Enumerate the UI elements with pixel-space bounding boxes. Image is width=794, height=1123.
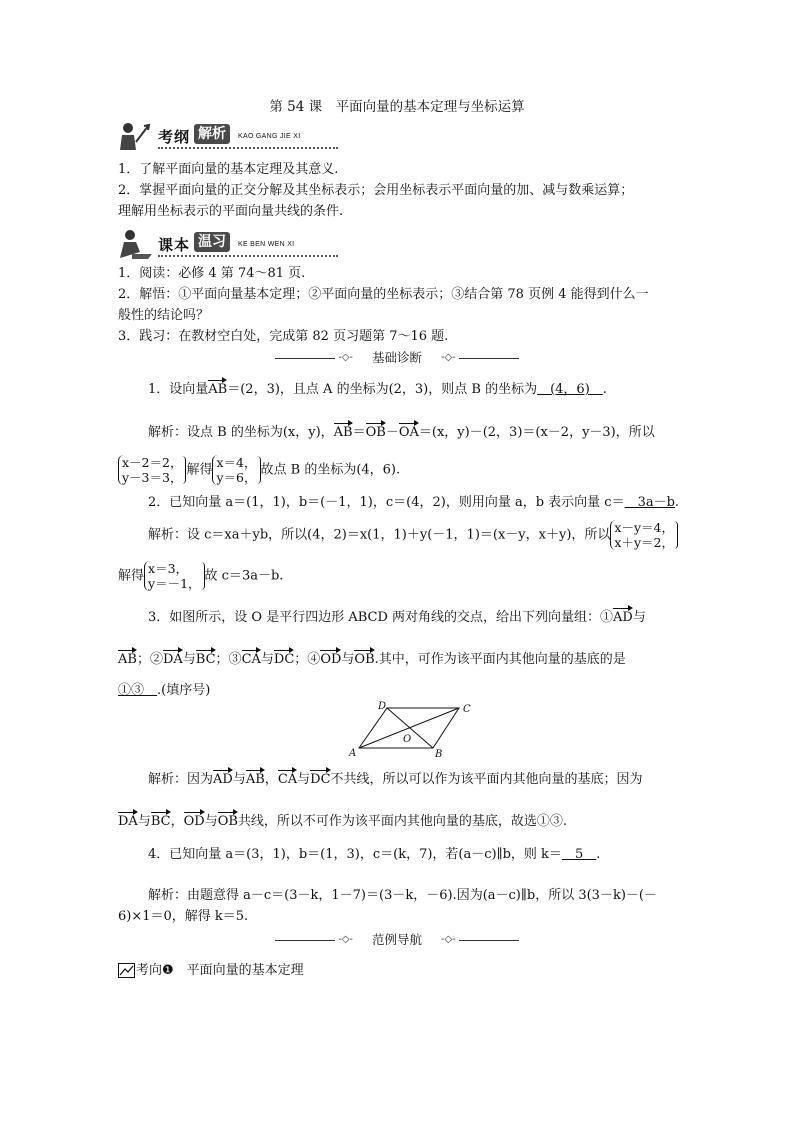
q4-solution-line1: 解析：由题意得 a－c＝(3－k，1－7)＝(3－k，－6).因为(a－c)∥b，所以 3(3－k)－(－ — [148, 888, 657, 903]
answer-3: ①③ — [118, 683, 158, 698]
kaogang-item-2: 2．掌握平面向量的正交分解及其坐标表示；会用坐标表示平面向量的加、减与数乘运算； — [118, 183, 634, 198]
section-title-examples: 范例导航 — [371, 932, 422, 947]
parallelogram-figure — [345, 700, 485, 760]
section-separator-basic: -◇- 基础诊断 -◇- — [0, 349, 794, 368]
kaogang-banner — [118, 120, 340, 156]
q3-solution-line2: DA与BC，OD与OB共线，所以不可作为该平面内其他向量的基底，故选①③. — [118, 814, 568, 829]
kaogang-item-3: 理解用坐标表示的平面向量共线的条件. — [118, 204, 344, 219]
answer-4: 5 — [561, 847, 597, 862]
keben-en: KE BEN WEN XI — [238, 241, 295, 248]
question-4: 4．已知向量 a＝(3，1)，b＝(1，3)，c＝(k，7)，若(a－c)∥b，则 k＝ 5 . — [148, 847, 601, 862]
keben-item-3: 3．践习：在教材空白处，完成第 82 页习题第 7～16 题. — [118, 329, 449, 344]
kaogang-label: 考纲 — [158, 128, 191, 146]
section-separator-examples: -◇- 范例导航 -◇- — [0, 931, 794, 950]
keben-item-2-cont: 般性的结论吗？ — [118, 308, 210, 323]
question-3-line1: 3．如图所示，设 O 是平行四边形 ABCD 两对角线的交点，给出下列向量组：①AD与 — [148, 610, 646, 625]
page-title: 第 54 课 平面向量的基本定理与坐标运算 — [269, 99, 525, 115]
vertex-label-D: D — [378, 701, 387, 712]
q1-solution-line1: 解析：设点 B 的坐标为(x，y)，AB＝OB－OA＝(x，y)－(2，3)＝(x－2，y－3)，所以 — [148, 425, 655, 440]
trend-chart-icon — [118, 963, 136, 979]
vertex-label-C: C — [463, 704, 471, 715]
answer-2: 3a－b — [624, 495, 675, 510]
section-title-basic: 基础诊断 — [371, 350, 422, 365]
q4-solution-line2: 6)×1＝0，解得 k＝5. — [118, 909, 249, 924]
question-3-line3: ①③ .(填序号) — [118, 683, 211, 698]
keben-item-1: 1．阅读：必修 4 第 74～81 页. — [118, 266, 306, 281]
answer-1: (4，6) — [537, 382, 603, 397]
question-1: 1．设向量AB＝(2，3)，且点 A 的坐标为(2，3)，则点 B 的坐标为 (4，6) . — [148, 382, 607, 397]
q2-solution-line2: 解得 x＝3， y＝－1， 故 c＝3a－b. — [118, 561, 284, 591]
kaogang-en: KAO GANG JIE XI — [238, 133, 301, 140]
banner-divider — [158, 147, 338, 149]
reading-figure-icon — [118, 120, 154, 154]
center-label-O: O — [403, 734, 412, 745]
keben-label: 课本 — [158, 236, 191, 254]
kaoxiang-heading: 考向❶ 平面向量的基本定理 — [118, 962, 304, 980]
question-2: 2．已知向量 a＝(1，1)，b＝(－1，1)，c＝(4，2)，则用向量 a，b 表示向量 c＝ 3a－b. — [148, 495, 680, 510]
q3-solution-line1: 解析：因为AD与AB，CA与DC不共线，所以可以作为该平面内其他向量的基底；因为 — [148, 772, 643, 787]
kaogang-box: 解析 — [194, 124, 230, 144]
kaogang-item-1: 1．了解平面向量的基本定理及其意义. — [118, 162, 339, 177]
vertex-label-B: B — [435, 749, 443, 760]
keben-box: 温习 — [194, 232, 230, 252]
q1-solution-line2: x－2＝2， y－3＝3， 解得 x＝4， y＝6， 故点 B 的坐标为(4，6). — [118, 455, 400, 485]
banner-divider — [158, 255, 338, 257]
keben-banner — [118, 228, 340, 264]
keben-item-2: 2．解悟：①平面向量基本定理；②平面向量的坐标表示；③结合第 78 页例 4 能得到什么一 — [118, 287, 649, 302]
vertex-label-A: A — [349, 748, 357, 759]
question-3-line2: AB；②DA与BC；③CA与DC；④OD与OB.其中，可作为该平面内其他向量的基底的是 — [118, 652, 626, 667]
q2-solution-line1: 解析：设 c＝xa＋yb，所以(4，2)＝x(1，1)＋y(－1，1)＝(x－y，x＋y)，所以 x－y＝4， x＋y＝2， — [148, 520, 678, 550]
study-figure-icon — [118, 228, 154, 262]
